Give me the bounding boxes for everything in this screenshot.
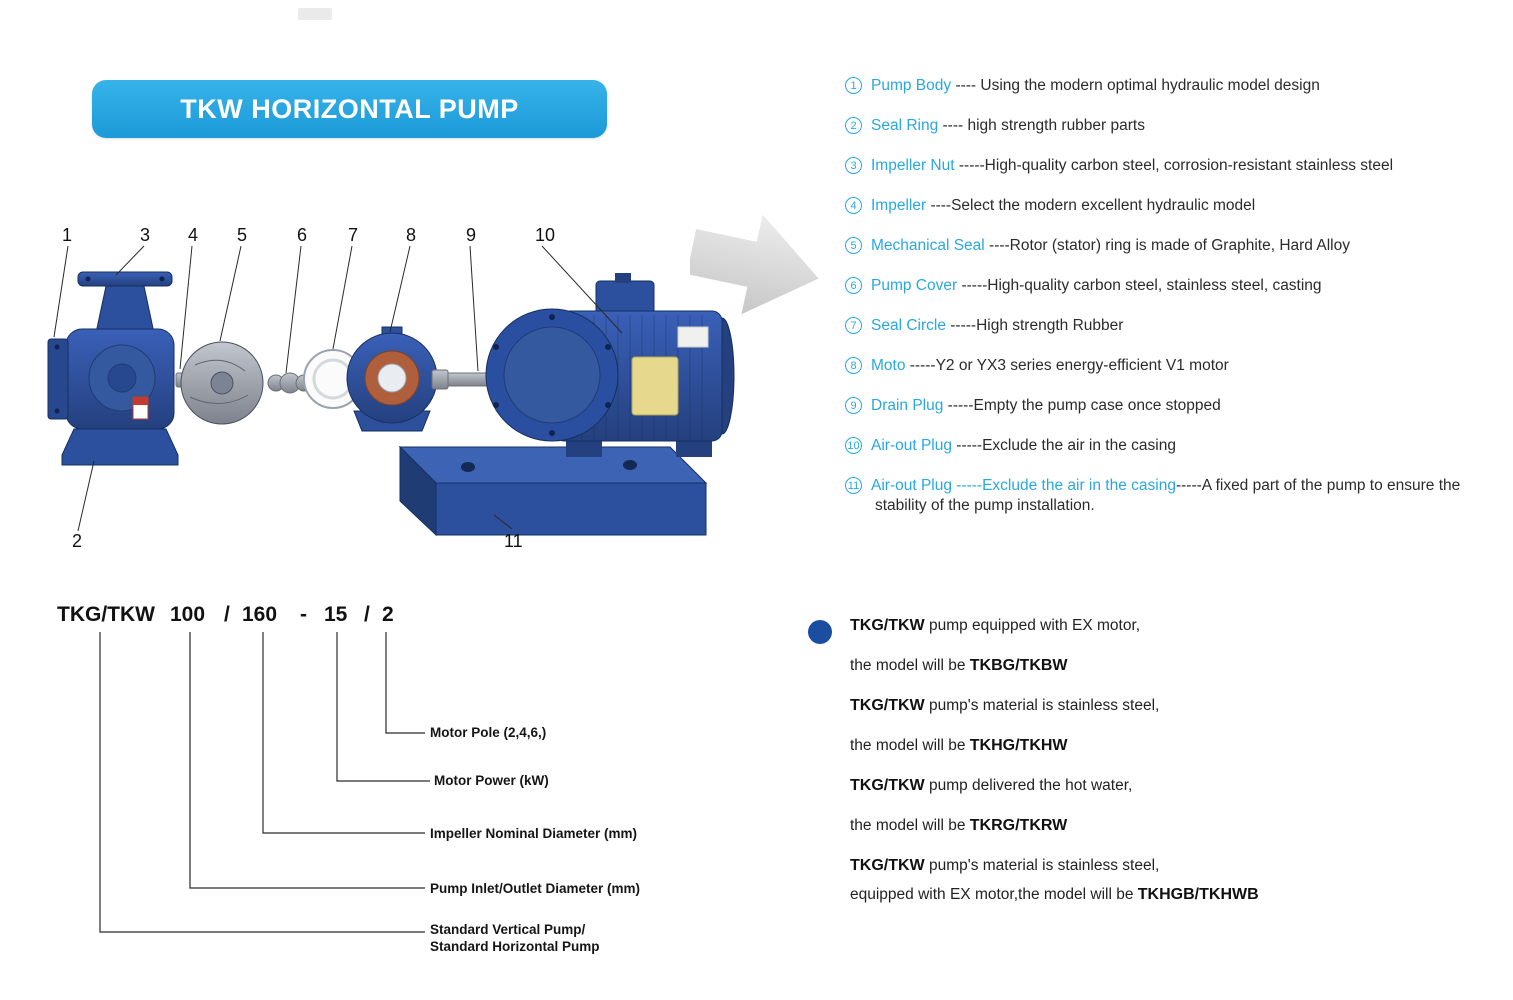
label-impeller-diameter: Impeller Nominal Diameter (mm) [430,826,638,841]
part-name: Air-out Plug [871,437,952,454]
model-code-connector-lines [0,632,760,962]
model-segment-pole: 2 [382,603,394,626]
callout-6: 6 [297,225,308,245]
exploded-pump-diagram [30,215,760,565]
model-segment-inlet: 100 [170,603,206,626]
part-description: -----High-quality carbon steel, corrosion-resistant stainless steel [954,157,1394,174]
part-name: Pump Cover [871,277,958,294]
part-name: Seal Circle [871,317,946,334]
scan-artifact [298,8,332,20]
label-pump-type-line2: Standard Horizontal Pump [430,939,600,954]
parts-list-item [845,316,1510,336]
callout-4: 4 [188,225,199,245]
part-name: Drain Plug [871,397,944,414]
page-title: TKW HORIZONTAL PUMP [180,93,519,124]
part-description: -----A fixed part of the pump to ensure the stability of the pump installation. [875,477,1461,514]
callout-3: 3 [140,225,151,245]
label-inlet-outlet: Pump Inlet/Outlet Diameter (mm) [430,881,641,896]
pump-cover-part [347,327,437,431]
callout-8: 8 [406,225,417,245]
parts-list-item [845,196,1510,216]
part-number-badge: 4 [845,197,862,214]
note-line: TKG/TKW pump equipped with EX motor, [850,617,1141,634]
part-number-badge: 11 [845,477,862,494]
part-number-badge: 7 [845,317,862,334]
part-name: Impeller Nut [871,157,955,174]
callout-5: 5 [237,225,248,245]
bullet-icon [808,620,832,644]
base-plate-part [400,447,706,535]
impeller-part [181,342,263,424]
parts-list-item [845,76,1510,96]
model-segment-impeller: 160 [242,603,278,626]
callout-11: 11 [504,531,523,551]
part-number-badge: 3 [845,157,862,174]
label-motor-pole: Motor Pole (2,4,6,) [430,725,547,740]
label-pump-type-line1: Standard Vertical Pump/ [430,922,586,937]
parts-list-item [845,476,1510,516]
part-description: -----Y2 or YX3 series energy-efficient V1 motor [905,357,1229,374]
part-description: -----Exclude the air in the casing [951,437,1176,454]
note-line: equipped with EX motor,the model will be TKHGB/TKHWB [850,886,1259,903]
callout-7: 7 [348,225,359,245]
callout-10: 10 [535,225,556,245]
pump-body-part [48,272,178,465]
note-line: TKG/TKW pump delivered the hot water, [850,777,1133,794]
part-name: Air-out Plug -----Exclude the air in the casing [871,477,1176,494]
parts-list-item [845,236,1510,256]
parts-list-item [845,356,1510,376]
title-banner [92,80,607,138]
model-separator: - [300,603,307,626]
parts-list-item [845,436,1510,456]
part-description: -----High-quality carbon steel, stainless steel, casting [957,277,1322,294]
note-line: the model will be TKBG/TKBW [850,657,1068,674]
label-pump-type [430,921,600,955]
parts-list-item [845,116,1510,136]
part-description: ---- high strength rubber parts [938,117,1145,134]
part-name: Pump Body [871,77,952,94]
part-description: ----Select the modern excellent hydraulic model [926,197,1256,214]
part-description: -----High strength Rubber [945,317,1124,334]
model-separator: / [364,603,370,626]
part-number-badge: 2 [845,117,862,134]
part-number-badge: 1 [845,77,862,94]
part-name: Seal Ring [871,117,939,134]
note-line: the model will be TKRG/TKRW [850,817,1068,834]
part-number-badge: 10 [845,437,862,454]
part-description: ---- Using the modern optimal hydraulic model design [951,77,1320,94]
part-number-badge: 9 [845,397,862,414]
note-line: TKG/TKW pump's material is stainless steel, [850,697,1160,714]
parts-list-item [845,396,1510,416]
model-segment-series: TKG/TKW [57,603,155,626]
note-line: the model will be TKHG/TKHW [850,737,1068,754]
part-name: Mechanical Seal [871,237,985,254]
note-line: TKG/TKW pump's material is stainless steel, [850,857,1160,874]
parts-list-item [845,156,1510,176]
model-variant-notes [808,615,1478,924]
callout-1: 1 [62,225,73,245]
part-description: ----Rotor (stator) ring is made of Graphite, Hard Alloy [984,237,1350,254]
parts-list-item [845,276,1510,296]
callout-2: 2 [72,531,83,551]
part-number-badge: 6 [845,277,862,294]
part-description: -----Empty the pump case once stopped [943,397,1221,414]
parts-list [845,76,1510,536]
part-name: Impeller [871,197,927,214]
model-separator: / [224,603,230,626]
callout-9: 9 [466,225,477,245]
label-motor-power: Motor Power (kW) [434,773,549,788]
part-number-badge: 8 [845,357,862,374]
arrow-icon [690,200,830,350]
part-number-badge: 5 [845,237,862,254]
model-segment-power: 15 [324,603,348,626]
part-name: Moto [871,357,906,374]
